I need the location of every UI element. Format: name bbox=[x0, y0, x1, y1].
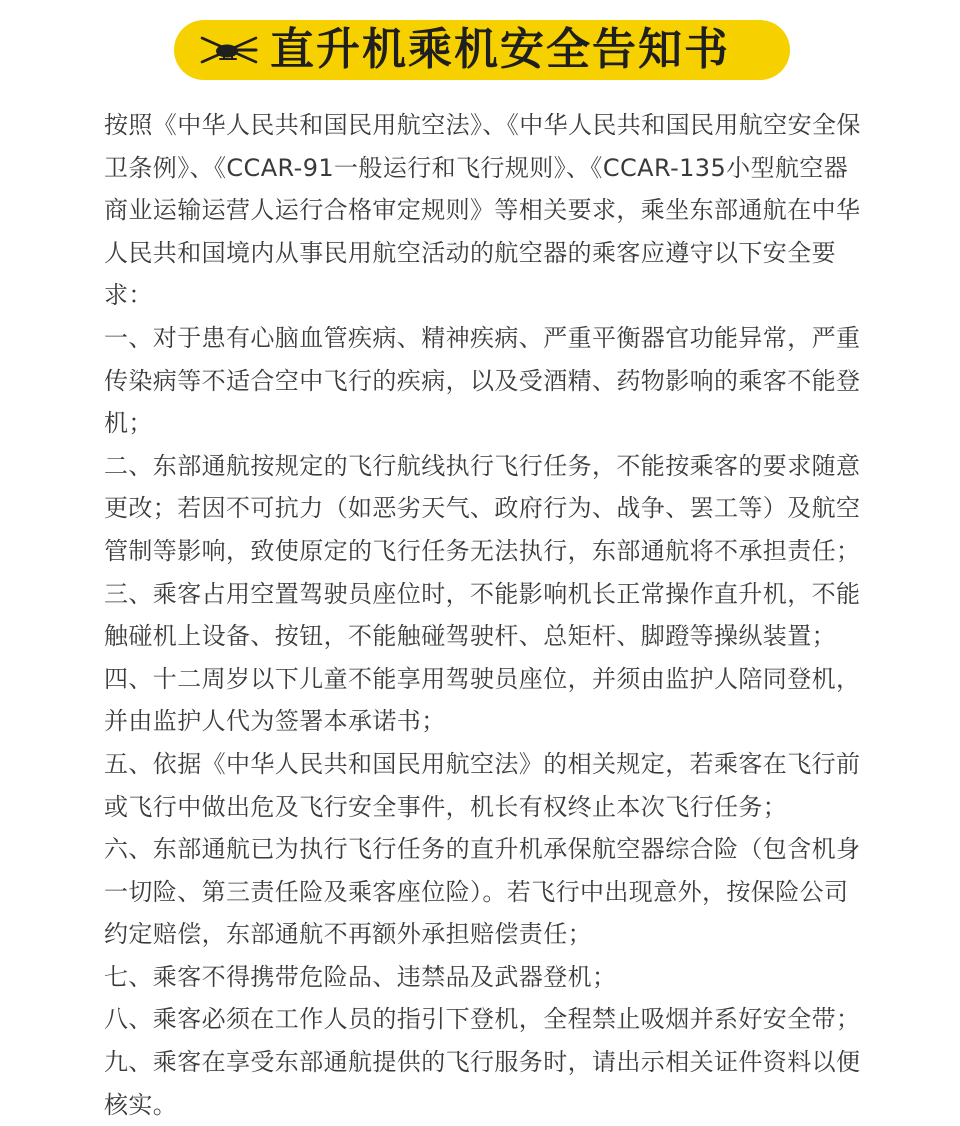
page-title: 直升机乘机安全告知书 bbox=[270, 24, 730, 75]
rule-item-8: 八、乘客必须在工作人员的指引下登机，全程禁止吸烟并系好安全带； bbox=[104, 1005, 861, 1034]
title-banner bbox=[174, 20, 790, 80]
intro-paragraph: 按照《中华人民共和国民用航空法》、《中华人民共和国民用航空安全保卫条例》、《CCAR-91一般运行和飞行规则》、《CCAR-135小型航空器商业运输运营人运行合格审定规则》等相关要求，乘坐东部通航在中华人民共和国境内从事民用航空活动的航空器的乘客应遵守以下安全要求： bbox=[104, 111, 861, 310]
rule-item-1: 一、对于患有心脑血管疾病、精神疾病、严重平衡器官功能异常，严重传染病等不适合空中飞行的疾病，以及受酒精、药物影响的乘客不能登机； bbox=[104, 323, 861, 438]
rule-item-7: 七、乘客不得携带危险品、违禁品及武器登机； bbox=[104, 962, 617, 991]
notice-body bbox=[104, 104, 864, 1126]
rule-item-6: 六、东部通航已为执行飞行任务的直升机承保航空器综合险（包含机身一切险、第三责任险及乘客座位险）。若飞行中出现意外，按保险公司约定赔偿，东部通航不再额外承担赔偿责任； bbox=[104, 835, 861, 949]
rule-item-3: 三、乘客占用空置驾驶员座位时，不能影响机长正常操作直升机，不能触碰机上设备、按钮，不能触碰驾驶杆、总矩杆、脚蹬等操纵装置； bbox=[104, 579, 861, 651]
rule-item-5: 五、依据《中华人民共和国民用航空法》的相关规定，若乘客在飞行前或飞行中做出危及飞行安全事件，机长有权终止本次飞行任务； bbox=[104, 749, 861, 821]
rule-item-4: 四、十二周岁以下儿童不能享用驾驶员座位，并须由监护人陪同登机，并由监护人代为签署本承诺书； bbox=[104, 664, 861, 736]
rule-item-2: 二、东部通航按规定的飞行航线执行飞行任务，不能按乘客的要求随意更改；若因不可抗力（如恶劣天气、政府行为、战争、罢工等）及航空管制等影响，致使原定的飞行任务无法执行，东部通航将不承担责任； bbox=[104, 451, 861, 565]
rule-item-9: 九、乘客在享受东部通航提供的飞行服务时，请出示相关证件资料以便核实。 bbox=[104, 1048, 861, 1119]
helicopter-icon bbox=[200, 32, 258, 68]
